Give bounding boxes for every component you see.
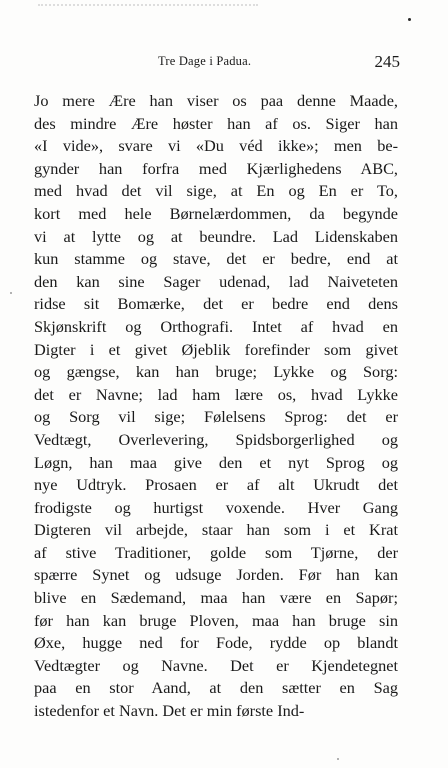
text-line: istedenfor et Navn. Det er min første Ind-	[34, 701, 305, 721]
print-speck	[337, 758, 339, 760]
text-line: Løgn, han maa give den et nyt Sprog og	[34, 452, 398, 472]
body-text	[34, 90, 398, 723]
text-line: Øxe, hugge ned for Fode, rydde op blandt	[34, 633, 398, 653]
text-line: Jo mere Ære han viser os paa denne Maade,	[34, 91, 398, 110]
text-line: vi at lytte og at beundre. Lad Lidenskaben	[34, 226, 398, 246]
text-line: gynder han forfra med Kjærlighedens ABC,	[34, 158, 398, 178]
print-speck	[10, 292, 12, 294]
text-line: paa en stor Aand, at den sætter en Sag	[34, 678, 398, 698]
scan-artifact	[38, 0, 258, 6]
text-line: des mindre Ære høster han af os. Siger han	[34, 113, 398, 133]
text-line: Vedtægt, Overlevering, Spidsborgerlighed og	[34, 429, 398, 449]
text-line: «I vide», svare vi «Du véd ikke»; men be-	[34, 136, 398, 156]
text-line: før han kan bruge Ploven, maa han bruge sin	[34, 610, 398, 630]
text-line: spærre Synet og udsuge Jorden. Før han kan	[34, 565, 398, 585]
text-line: Digteren vil arbejde, staar han som i et Krat	[34, 520, 398, 540]
text-line: med hvad det vil sige, at En og En er To,	[34, 181, 398, 201]
text-line: nye Udtryk. Prosaen er af alt Ukrudt det	[34, 475, 398, 495]
text-line: af stive Traditioner, golde som Tjørne, der	[34, 542, 398, 562]
text-line: Digter i et givet Øjeblik forefinder som givet	[34, 339, 398, 359]
text-line: Skjønskrift og Orthografi. Intet af hvad en	[34, 316, 398, 336]
text-line: og gængse, kan han bruge; Lykke og Sorg:	[34, 362, 398, 382]
text-line: Vedtægter og Navne. Det er Kjendetegnet	[34, 655, 398, 675]
text-line: og Sorg vil sige; Følelsens Sprog: det er	[34, 407, 398, 427]
page-header	[36, 54, 400, 78]
running-title: Tre Dage i Padua.	[158, 54, 252, 68]
page-number: 245	[374, 52, 400, 71]
text-line: den kan sine Sager udenad, lad Naiveteten	[34, 271, 398, 291]
text-line: blive en Sædemand, maa han være en Sapør;	[34, 588, 398, 608]
text-line: ridse sit Bomærke, det er bedre end dens	[34, 294, 398, 314]
text-line: det er Navne; lad ham lære os, hvad Lykke	[34, 384, 398, 404]
print-speck	[408, 18, 411, 21]
text-line: frodigste og hurtigst voxende. Hver Gang	[34, 497, 398, 517]
text-line: kun stamme og stave, det er bedre, end at	[34, 249, 398, 269]
text-line: kort med hele Børnelærdommen, da begynde	[34, 203, 398, 223]
